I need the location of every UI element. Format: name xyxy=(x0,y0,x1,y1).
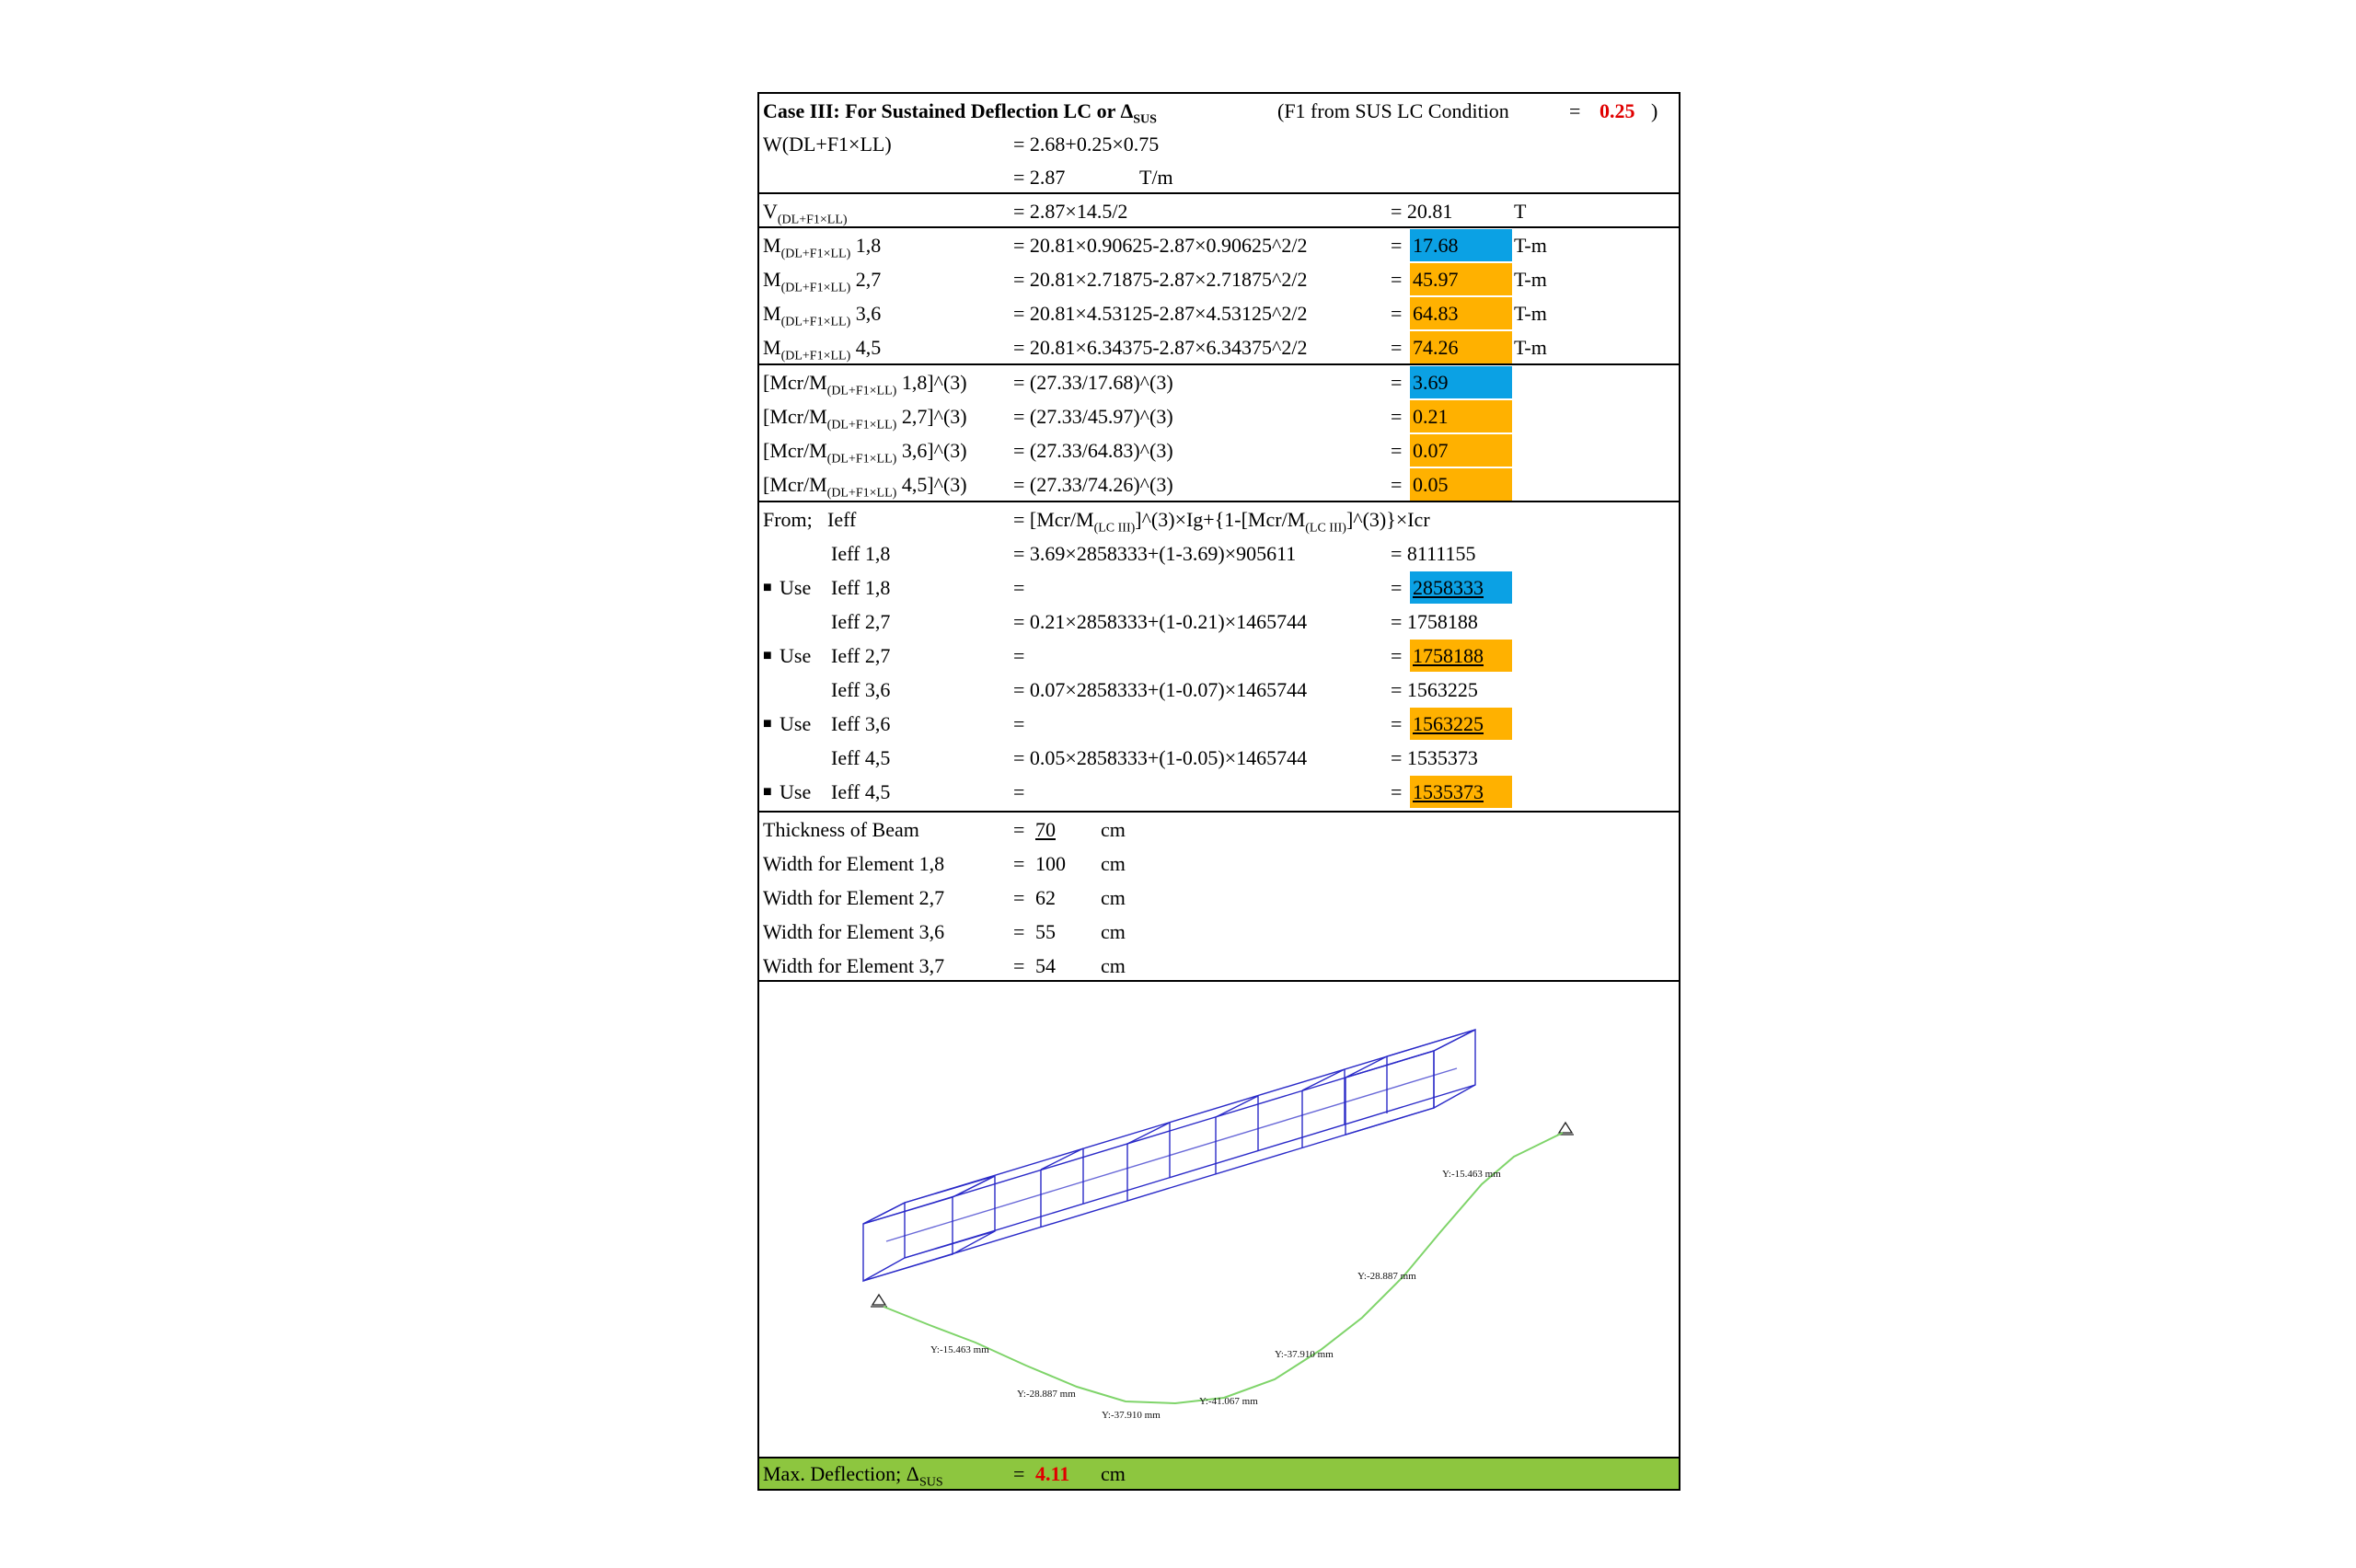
moment-expr: = 20.81×0.90625-2.87×0.90625^2/2 xyxy=(1013,234,1308,257)
ieff-calc-expr: = 0.05×2858333+(1-0.05)×1465744 xyxy=(1013,746,1308,769)
moment-eq: = xyxy=(1391,336,1403,359)
max-deflection-value: 4.11 xyxy=(1035,1462,1070,1485)
dimension-row xyxy=(759,949,1679,983)
dimension-label: Thickness of Beam xyxy=(763,818,919,841)
shear-label-main: V xyxy=(763,200,778,223)
ratio-expr: = (27.33/64.83)^(3) xyxy=(1013,439,1173,462)
dimension-row xyxy=(759,847,1679,881)
shear-label xyxy=(763,194,848,228)
bullet-square-icon: ■ xyxy=(763,784,772,800)
ratio-label-post: 3,6]^(3) xyxy=(896,439,967,462)
ratio-label-pre: [Mcr/M xyxy=(763,473,827,496)
shear-result: = 20.81 xyxy=(1391,200,1453,223)
ieff-formula-c: ]^(3)}×Icr xyxy=(1345,508,1430,531)
ratio-row xyxy=(759,365,1679,399)
ieff-use-expr: = xyxy=(1013,644,1025,667)
deflection-labels xyxy=(930,1169,1501,1421)
moment-label-sub: (DL+F1×LL) xyxy=(780,349,851,363)
moment-label-elem: 4,5 xyxy=(850,336,882,359)
bullet-square-icon: ■ xyxy=(763,716,772,732)
ieff-calc-result: = 8111155 xyxy=(1391,542,1476,565)
ieff-calc-row xyxy=(759,605,1679,639)
ieff-calc-row xyxy=(759,741,1679,775)
ieff-use-expr: = xyxy=(1013,712,1025,735)
ratio-row xyxy=(759,433,1679,467)
load-section xyxy=(759,94,1679,194)
moment-label-elem: 3,6 xyxy=(850,302,882,325)
ieff-use-label: Use xyxy=(780,644,812,667)
ieff-use-eq: = xyxy=(1391,644,1403,667)
ratio-label-pre: [Mcr/M xyxy=(763,371,827,394)
deflection-label: Y:-15.463 mm xyxy=(1442,1169,1501,1180)
pin-support-icon xyxy=(1559,1123,1572,1133)
ratio-label xyxy=(763,433,967,467)
beam-edge xyxy=(886,1068,1457,1241)
ratio-label-post: 2,7]^(3) xyxy=(896,405,967,428)
bullet-square-icon: ■ xyxy=(763,648,772,663)
ieff-calc-label: Ieff 2,7 xyxy=(831,610,891,633)
ieff-calc-result: = 1758188 xyxy=(1391,610,1478,633)
ratio-label xyxy=(763,467,967,502)
load-unit: T/m xyxy=(1139,166,1173,189)
dimension-eq: = xyxy=(1013,818,1025,841)
ieff-use-label: Use xyxy=(780,712,812,735)
moment-row xyxy=(759,228,1679,262)
ratio-expr: = (27.33/74.26)^(3) xyxy=(1013,473,1173,496)
dimension-row xyxy=(759,813,1679,847)
from-label: From; xyxy=(763,508,813,531)
moment-unit: T-m xyxy=(1514,234,1547,257)
moment-label-main: M xyxy=(763,268,781,291)
load-result-row xyxy=(759,160,1679,194)
moment-value: 17.68 xyxy=(1410,229,1512,261)
moment-row xyxy=(759,330,1679,364)
ieff-calc-label: Ieff 1,8 xyxy=(831,542,891,565)
ratio-value: 0.07 xyxy=(1410,434,1512,467)
ieff-use-row xyxy=(759,707,1679,741)
moment-row xyxy=(759,262,1679,296)
ieff-use-elem: Ieff 1,8 xyxy=(831,576,891,599)
ieff-use-row xyxy=(759,775,1679,809)
moment-eq: = xyxy=(1391,268,1403,291)
ieff-use-value: 1563225 xyxy=(1410,708,1512,740)
ieff-use-eq: = xyxy=(1391,712,1403,735)
dimension-eq: = xyxy=(1013,954,1025,977)
load-expr: = 2.68+0.25×0.75 xyxy=(1013,133,1160,156)
ieff-section xyxy=(759,502,1679,813)
ieff-calc-result: = 1535373 xyxy=(1391,746,1478,769)
ratio-label-pre: [Mcr/M xyxy=(763,439,827,462)
dimensions-section xyxy=(759,813,1679,982)
dimension-row xyxy=(759,881,1679,915)
deflection-label: Y:-37.910 mm xyxy=(1102,1410,1161,1421)
condition-eq: = xyxy=(1569,99,1581,122)
ratio-expr: = (27.33/45.97)^(3) xyxy=(1013,405,1173,428)
max-deflection-unit: cm xyxy=(1101,1462,1126,1485)
ratio-value: 0.21 xyxy=(1410,400,1512,432)
ieff-use-expr: = xyxy=(1013,576,1025,599)
ratio-label xyxy=(763,365,967,399)
moment-row xyxy=(759,296,1679,330)
ieff-label: Ieff xyxy=(827,508,857,531)
moment-eq: = xyxy=(1391,302,1403,325)
ieff-calc-result: = 1563225 xyxy=(1391,678,1478,701)
ieff-calc-label: Ieff 3,6 xyxy=(831,678,891,701)
calculation-sheet xyxy=(757,92,1680,1491)
ratios-section xyxy=(759,365,1679,502)
dimension-eq: = xyxy=(1013,920,1025,943)
bullet-square-icon: ■ xyxy=(763,580,772,595)
ieff-calc-row xyxy=(759,536,1679,571)
load-label: W(DL+F1×LL) xyxy=(763,133,892,156)
moment-expr: = 20.81×6.34375-2.87×6.34375^2/2 xyxy=(1013,336,1308,359)
dimension-label: Width for Element 3,6 xyxy=(763,920,945,943)
ratio-row xyxy=(759,399,1679,433)
ratio-eq: = xyxy=(1391,405,1403,428)
ieff-use-eq: = xyxy=(1391,780,1403,803)
ieff-use-value: 2858333 xyxy=(1410,571,1512,604)
moment-label-elem: 1,8 xyxy=(850,234,882,257)
ratio-value: 3.69 xyxy=(1410,366,1512,398)
beam-edge xyxy=(863,1254,953,1281)
dimension-value: 54 xyxy=(1035,954,1056,977)
ieff-calc-expr: = 3.69×2858333+(1-3.69)×905611 xyxy=(1013,542,1297,565)
condition-close: ) xyxy=(1651,99,1658,122)
ieff-use-expr: = xyxy=(1013,780,1025,803)
max-deflection-bar xyxy=(759,1458,1679,1489)
moment-unit: T-m xyxy=(1514,268,1547,291)
ratio-row xyxy=(759,467,1679,502)
dimension-unit: cm xyxy=(1101,920,1126,943)
moment-expr: = 20.81×2.71875-2.87×2.71875^2/2 xyxy=(1013,268,1308,291)
ratio-eq: = xyxy=(1391,439,1403,462)
moment-label xyxy=(763,296,881,330)
ieff-use-row xyxy=(759,639,1679,673)
deflection-label: Y:-15.463 mm xyxy=(930,1344,989,1355)
moment-unit: T-m xyxy=(1514,302,1547,325)
ieff-use-label: Use xyxy=(780,780,812,803)
moment-label-sub: (DL+F1×LL) xyxy=(780,281,851,295)
ieff-use-elem: Ieff 2,7 xyxy=(831,644,891,667)
ieff-formula-sub2: (LC III) xyxy=(1305,521,1346,536)
moment-value: 45.97 xyxy=(1410,263,1512,295)
dimension-unit: cm xyxy=(1101,954,1126,977)
ieff-use-value: 1535373 xyxy=(1410,776,1512,808)
moment-label xyxy=(763,262,881,296)
ieff-formula-a: = [Mcr/M xyxy=(1013,508,1094,531)
ratio-label xyxy=(763,399,967,433)
ieff-use-row xyxy=(759,571,1679,605)
load-row xyxy=(759,127,1679,161)
moment-label-sub: (DL+F1×LL) xyxy=(780,315,851,329)
ieff-formula xyxy=(1013,502,1430,536)
ieff-formula-row xyxy=(759,502,1679,536)
end-box-top xyxy=(1345,1030,1475,1078)
shear-unit: T xyxy=(1514,200,1527,223)
dimension-value: 55 xyxy=(1035,920,1056,943)
end-box-top xyxy=(863,1176,995,1224)
dimension-row xyxy=(759,915,1679,949)
moment-expr: = 20.81×4.53125-2.87×4.53125^2/2 xyxy=(1013,302,1308,325)
shear-label-sub: (DL+F1×LL) xyxy=(777,213,848,227)
ratio-label-sub: (DL+F1×LL) xyxy=(826,452,897,467)
ieff-use-label: Use xyxy=(780,576,812,599)
deflection-label: Y:-37.910 mm xyxy=(1275,1349,1334,1360)
ratio-label-sub: (DL+F1×LL) xyxy=(826,384,897,398)
max-deflection-label xyxy=(763,1458,943,1489)
dimension-eq: = xyxy=(1013,852,1025,875)
ratio-label-sub: (DL+F1×LL) xyxy=(826,486,897,501)
beam-deflection-drawing xyxy=(759,982,1679,1457)
ieff-formula-b: ]^(3)×Ig+{1-[Mcr/M xyxy=(1135,508,1306,531)
condition-value: 0.25 xyxy=(1600,99,1635,122)
ieff-calc-expr: = 0.21×2858333+(1-0.21)×1465744 xyxy=(1013,610,1308,633)
ieff-use-elem: Ieff 3,6 xyxy=(831,712,891,735)
dimension-eq: = xyxy=(1013,886,1025,909)
moment-value: 74.26 xyxy=(1410,331,1512,363)
moments-section xyxy=(759,228,1679,365)
moment-label-main: M xyxy=(763,234,781,257)
shear-section xyxy=(759,194,1679,228)
dimension-unit: cm xyxy=(1101,818,1126,841)
ieff-use-elem: Ieff 4,5 xyxy=(831,780,891,803)
moment-eq: = xyxy=(1391,234,1403,257)
ratio-label-sub: (DL+F1×LL) xyxy=(826,418,897,432)
ieff-calc-row xyxy=(759,673,1679,707)
ratio-eq: = xyxy=(1391,473,1403,496)
shear-expr: = 2.87×14.5/2 xyxy=(1013,200,1128,223)
case-title-sub: SUS xyxy=(1133,112,1157,127)
ratio-label-post: 1,8]^(3) xyxy=(896,371,967,394)
end-box-face xyxy=(863,1203,905,1281)
ieff-use-eq: = xyxy=(1391,576,1403,599)
dimension-label: Width for Element 1,8 xyxy=(763,852,945,875)
end-box-face xyxy=(1345,1051,1434,1135)
dimension-value: 70 xyxy=(1035,818,1056,841)
title-row xyxy=(759,94,1679,128)
moment-label-sub: (DL+F1×LL) xyxy=(780,247,851,261)
ratio-label-post: 4,5]^(3) xyxy=(896,473,967,496)
deflection-label: Y:-28.887 mm xyxy=(1357,1271,1416,1282)
dimension-value: 62 xyxy=(1035,886,1056,909)
ratio-eq: = xyxy=(1391,371,1403,394)
max-deflection-label-sub: SUS xyxy=(918,1475,943,1490)
dimension-value: 100 xyxy=(1035,852,1066,875)
max-deflection-label-text: Max. Deflection; Δ xyxy=(763,1462,919,1485)
ratio-expr: = (27.33/17.68)^(3) xyxy=(1013,371,1173,394)
condition-label: (F1 from SUS LC Condition xyxy=(1277,99,1509,122)
moment-label-main: M xyxy=(763,302,781,325)
case-title xyxy=(763,94,1157,128)
moment-unit: T-m xyxy=(1514,336,1547,359)
moment-label-main: M xyxy=(763,336,781,359)
moment-label-elem: 2,7 xyxy=(850,268,882,291)
dimension-unit: cm xyxy=(1101,886,1126,909)
ieff-formula-sub1: (LC III) xyxy=(1093,521,1136,536)
ieff-calc-expr: = 0.07×2858333+(1-0.07)×1465744 xyxy=(1013,678,1308,701)
deflection-label: Y:-41.067 mm xyxy=(1199,1396,1258,1407)
load-result: = 2.87 xyxy=(1013,166,1066,189)
moment-label xyxy=(763,330,881,364)
ieff-calc-label: Ieff 4,5 xyxy=(831,746,891,769)
dimension-unit: cm xyxy=(1101,852,1126,875)
ratio-label-pre: [Mcr/M xyxy=(763,405,827,428)
ratio-value: 0.05 xyxy=(1410,468,1512,501)
moment-value: 64.83 xyxy=(1410,297,1512,329)
moment-label xyxy=(763,228,881,262)
deflection-diagram xyxy=(759,982,1679,1458)
dimension-label: Width for Element 2,7 xyxy=(763,886,945,909)
shear-row xyxy=(759,194,1679,228)
dimension-label: Width for Element 3,7 xyxy=(763,954,945,977)
beam-wireframe xyxy=(863,1030,1475,1281)
pin-support-icon xyxy=(872,1295,885,1305)
deflection-label: Y:-28.887 mm xyxy=(1017,1389,1076,1400)
case-title-text: Case III: For Sustained Deflection LC or Δ xyxy=(763,99,1134,122)
ieff-use-value: 1758188 xyxy=(1410,640,1512,672)
max-deflection-eq: = xyxy=(1013,1462,1025,1485)
